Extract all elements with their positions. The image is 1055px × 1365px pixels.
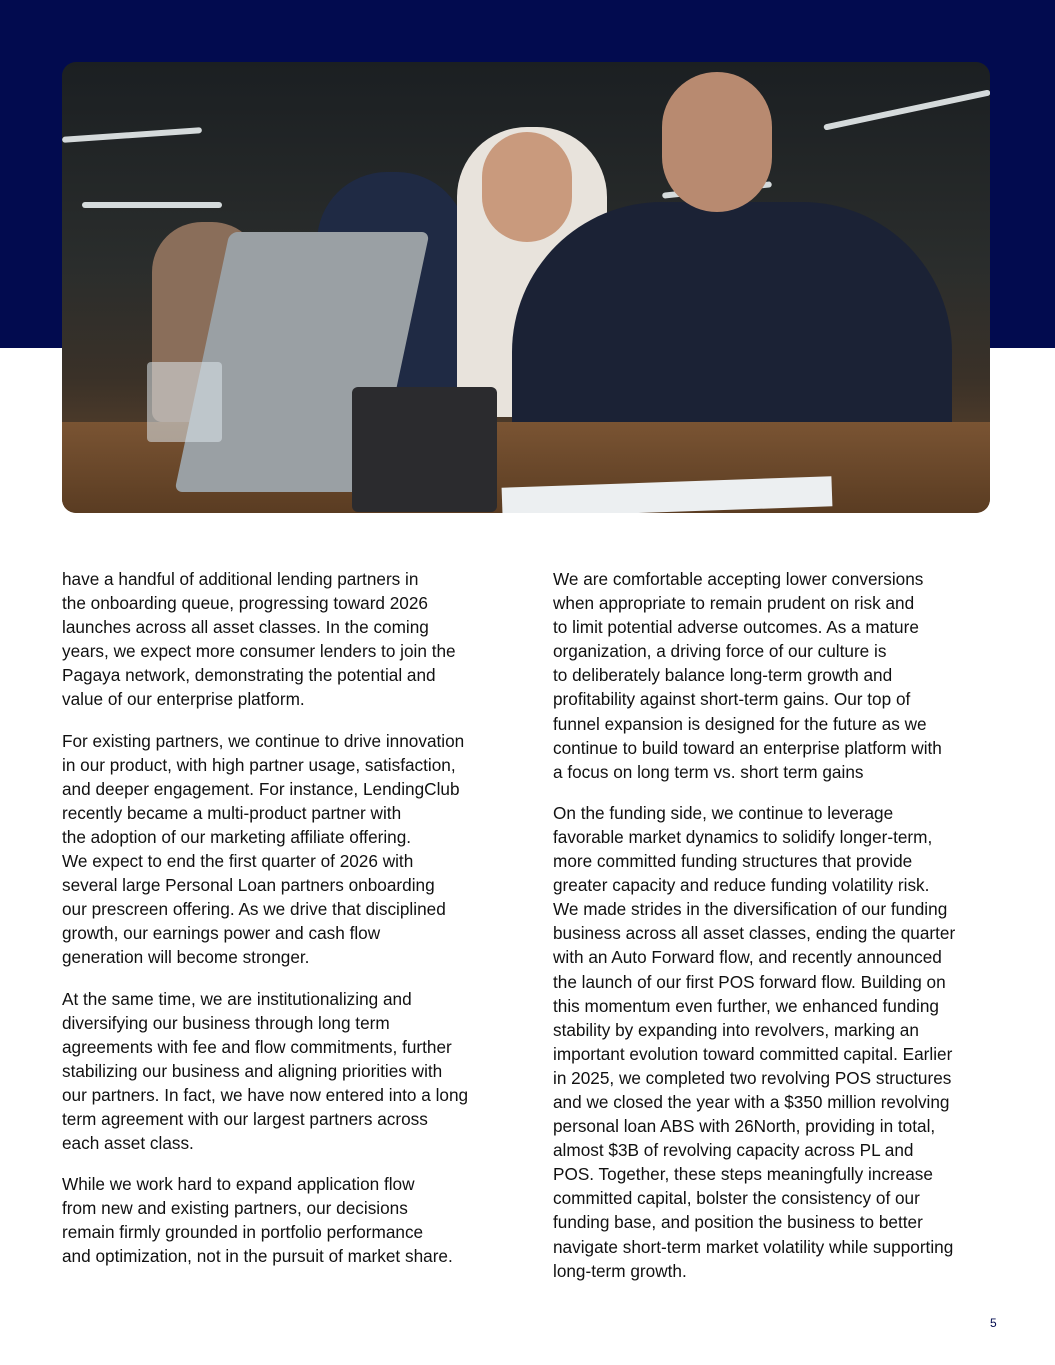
paragraph — [553, 801, 1003, 1283]
paragraph — [62, 729, 512, 970]
text-line: with an Auto Forward flow, and recently announced — [553, 947, 942, 968]
text-line: We made strides in the diversification of our funding — [553, 899, 948, 920]
text-line: each asset class. — [62, 1133, 194, 1154]
text-line: For existing partners, we continue to drive innovation — [62, 730, 465, 751]
text-line: generation will become stronger. — [62, 947, 310, 968]
text-line: organization, a driving force of our culture is — [553, 641, 887, 662]
text-line: recently became a multi-product partner with — [62, 802, 402, 823]
text-line: long-term growth. — [553, 1260, 687, 1281]
text-line: funnel expansion is designed for the future as we — [553, 713, 927, 734]
ceiling-light — [62, 127, 202, 143]
text-line: personal loan ABS with 26North, providing in total, — [553, 1116, 936, 1137]
paragraph — [62, 987, 512, 1156]
text-line: the launch of our first POS forward flow. Building on — [553, 971, 946, 992]
text-line: stabilizing our business and aligning priorities with — [62, 1060, 443, 1081]
text-line: to deliberately balance long-term growth and — [553, 665, 893, 686]
text-line: continue to build toward an enterprise platform with — [553, 737, 942, 758]
text-line: and we closed the year with a $350 million revolving — [553, 1091, 950, 1112]
text-line: several large Personal Loan partners onboarding — [62, 875, 435, 896]
text-line: funding base, and position the business to better — [553, 1212, 923, 1233]
text-line: Pagaya network, demonstrating the potential and — [62, 665, 436, 686]
text-line: At the same time, we are institutionalizing and — [62, 988, 412, 1009]
text-line: term agreement with our largest partners across — [62, 1108, 428, 1129]
text-line: and deeper engagement. For instance, LendingClub — [62, 778, 460, 799]
text-line: launches across all asset classes. In the coming — [62, 617, 429, 638]
text-line: to limit potential adverse outcomes. As a mature — [553, 617, 919, 638]
text-line: a focus on long term vs. short term gains — [553, 761, 864, 782]
text-line: remain firmly grounded in portfolio performance — [62, 1222, 424, 1243]
paragraph — [62, 1172, 512, 1268]
page-number: 5 — [990, 1316, 997, 1330]
glass — [147, 362, 222, 442]
text-line: the adoption of our marketing affiliate offering. — [62, 826, 412, 847]
paragraph — [62, 567, 512, 712]
text-line: We expect to end the first quarter of 2026 with — [62, 851, 414, 872]
text-line: greater capacity and reduce funding volatility risk. — [553, 875, 930, 896]
text-line: committed capital, bolster the consistency of our — [553, 1188, 920, 1209]
text-line: years, we expect more consumer lenders to join the — [62, 641, 456, 662]
text-line: in our product, with high partner usage, satisfaction, — [62, 754, 456, 775]
text-line: We are comfortable accepting lower conversions — [553, 569, 924, 589]
paragraph — [553, 567, 1003, 784]
text-line: when appropriate to remain prudent on risk and — [553, 593, 915, 614]
text-line: more committed funding structures that provide — [553, 851, 913, 872]
text-line: from new and existing partners, our decisions — [62, 1198, 408, 1219]
hero-photo-team-meeting — [62, 62, 990, 513]
text-line: important evolution toward committed capital. Earlier — [553, 1043, 953, 1064]
text-line: our prescreen offering. As we drive that disciplined — [62, 899, 446, 920]
left-column — [62, 567, 512, 1286]
text-line: favorable market dynamics to solidify longer-term, — [553, 826, 933, 847]
text-line: agreements with fee and flow commitments, further — [62, 1036, 452, 1057]
text-line: and optimization, not in the pursuit of market share. — [62, 1246, 453, 1267]
text-line: On the funding side, we continue to leverage — [553, 802, 894, 823]
face — [482, 132, 572, 242]
text-line: profitability against short-term gains. Our top of — [553, 689, 911, 710]
mug — [352, 387, 497, 512]
text-line: growth, our earnings power and cash flow — [62, 923, 381, 944]
text-line: While we work hard to expand application flow — [62, 1174, 415, 1195]
text-line: POS. Together, these steps meaningfully increase — [553, 1164, 933, 1185]
ceiling-light — [82, 202, 222, 208]
text-line: navigate short-term market volatility while supporting — [553, 1236, 954, 1257]
text-line: diversifying our business through long term — [62, 1012, 390, 1033]
text-line: in 2025, we completed two revolving POS structures — [553, 1067, 952, 1088]
face — [662, 72, 772, 212]
ceiling-light — [823, 89, 990, 130]
text-line: almost $3B of revolving capacity across PL and — [553, 1140, 914, 1161]
text-line: stability by expanding into revolvers, marking an — [553, 1019, 919, 1040]
text-line: value of our enterprise platform. — [62, 689, 305, 710]
text-line: the onboarding queue, progressing toward 2026 — [62, 593, 428, 614]
text-line: business across all asset classes, ending the quarter — [553, 923, 956, 944]
text-line: our partners. In fact, we have now entered into a long — [62, 1084, 469, 1105]
text-line: this momentum even further, we enhanced funding — [553, 995, 939, 1016]
text-line: have a handful of additional lending partners in — [62, 569, 419, 589]
right-column — [553, 567, 1003, 1300]
